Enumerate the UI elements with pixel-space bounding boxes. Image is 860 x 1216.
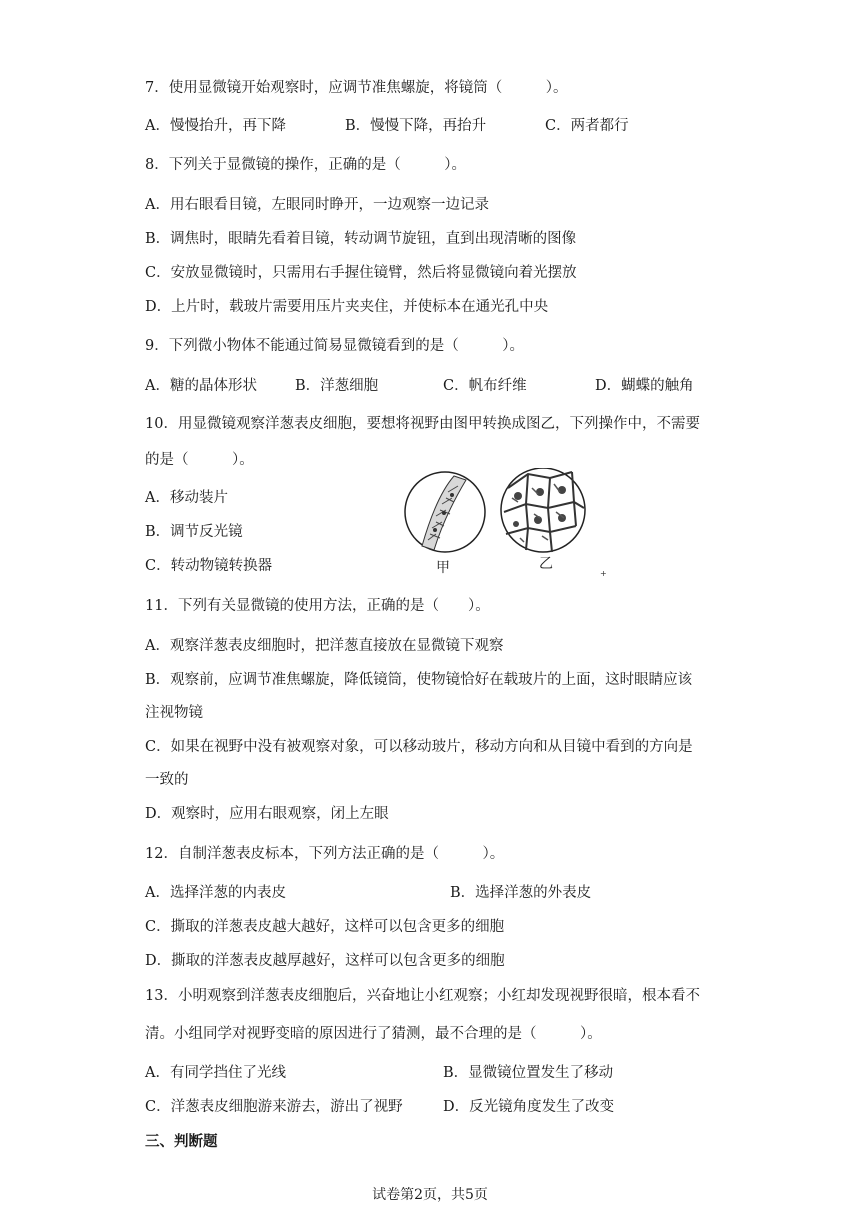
q9-option-a: A．糖的晶体形状 (145, 378, 257, 394)
q8-option-c: C．安放显微镜时，只需用右手握住镜臂，然后将显微镜向着光摆放 (145, 265, 577, 281)
section-heading-judgment: 三、判断题 (145, 1134, 218, 1150)
q11-option-c-line1: C．如果在视野中没有被观察对象，可以移动玻片，移动方向和从目镜中看到的方向是 (145, 739, 693, 755)
q11-stem: 11．下列有关显微镜的使用方法，正确的是（ ）。 (145, 598, 490, 614)
q12-option-d: D．撕取的洋葱表皮越厚越好，这样可以包含更多的细胞 (145, 953, 505, 969)
q11-option-b-line2: 注视物镜 (145, 705, 203, 721)
q7-stem: 7．使用显微镜开始观察时，应调节准焦螺旋，将镜筒（ ）。 (145, 80, 568, 96)
q10-option-c: C．转动物镜转换器 (145, 558, 273, 574)
q13-option-b: B．显微镜位置发生了移动 (443, 1065, 614, 1081)
q10-stem-line1: 10．用显微镜观察洋葱表皮细胞，要想将视野由图甲转换成图乙，下列操作中，不需要 (145, 416, 700, 432)
q7-option-b: B．慢慢下降，再抬升 (345, 118, 487, 134)
q8-option-b: B．调焦时，眼睛先看着目镜，转动调节旋钮，直到出现清晰的图像 (145, 231, 577, 247)
q12-option-c: C．撕取的洋葱表皮越大越好，这样可以包含更多的细胞 (145, 919, 505, 935)
q10-option-a: A．移动装片 (145, 490, 228, 506)
microscope-view-yi (501, 468, 585, 552)
q11-option-d: D．观察时，应用右眼观察，闭上左眼 (145, 806, 389, 822)
q11-option-c-line2: 一致的 (145, 772, 189, 788)
q8-option-a: A．用右眼看目镜，左眼同时睁开，一边观察一边记录 (145, 197, 489, 213)
microscope-view-jia (405, 472, 485, 552)
q10-option-b: B．调节反光镜 (145, 524, 243, 540)
q10-stem-line2: 的是（ ）。 (145, 452, 254, 468)
q8-option-d: D．上片时，载玻片需要用压片夹夹住，并使标本在通光孔中央 (145, 299, 549, 315)
small-mark: + (600, 569, 607, 578)
q13-stem-line2: 清。小组同学对视野变暗的原因进行了猜测，最不合理的是（ ）。 (145, 1026, 602, 1042)
q10-figure (400, 468, 620, 580)
q13-option-d: D．反光镜角度发生了改变 (443, 1099, 615, 1115)
q11-option-a: A．观察洋葱表皮细胞时，把洋葱直接放在显微镜下观察 (145, 638, 504, 654)
q7-option-c: C．两者都行 (545, 118, 629, 134)
q12-stem: 12．自制洋葱表皮标本，下列方法正确的是（ ）。 (145, 846, 505, 862)
page-footer: 试卷第2页，共5页 (372, 1187, 488, 1203)
fig-label-yi: 乙 (539, 556, 553, 572)
q11-option-b-line1: B．观察前，应调节准焦螺旋，降低镜筒，使物镜恰好在载玻片的上面，这时眼睛应该 (145, 672, 693, 688)
q12-option-a: A．选择洋葱的内表皮 (145, 885, 286, 901)
q9-stem: 9．下列微小物体不能通过简易显微镜看到的是（ ）。 (145, 338, 524, 354)
q9-option-b: B．洋葱细胞 (295, 378, 379, 394)
q13-stem-line1: 13．小明观察到洋葱表皮细胞后，兴奋地让小红观察；小红却发现视野很暗，根本看不 (145, 988, 700, 1004)
q7-option-a: A．慢慢抬升，再下降 (145, 118, 286, 134)
q12-option-b: B．选择洋葱的外表皮 (450, 885, 592, 901)
fig-label-jia: 甲 (436, 560, 450, 576)
q8-stem: 8．下列关于显微镜的操作，正确的是（ ）。 (145, 157, 466, 173)
q13-option-c: C．洋葱表皮细胞游来游去，游出了视野 (145, 1099, 403, 1115)
q13-option-a: A．有同学挡住了光线 (145, 1065, 286, 1081)
q9-option-d: D．蝴蝶的触角 (595, 378, 694, 394)
q9-option-c: C．帆布纤维 (443, 378, 527, 394)
